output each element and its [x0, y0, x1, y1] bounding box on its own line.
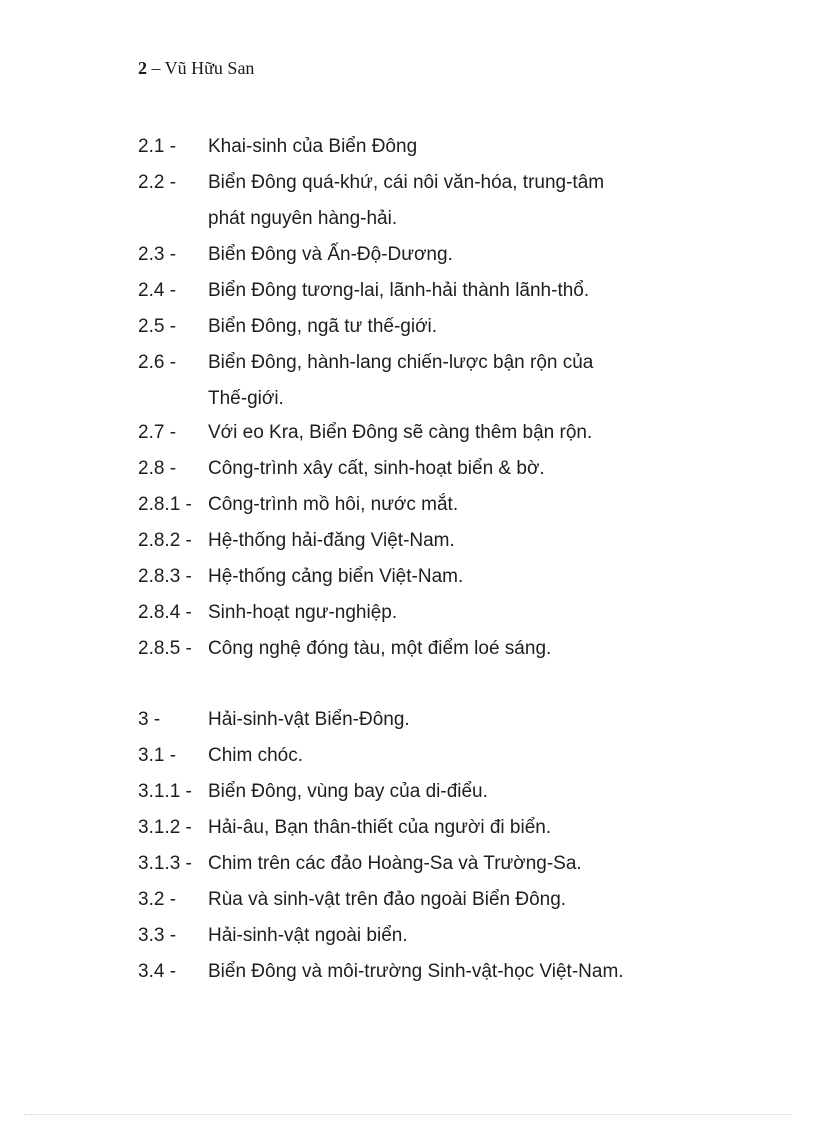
toc-entry-number: 2.8 - [138, 458, 177, 479]
chapter-number: 2 [138, 58, 147, 78]
toc-entry-title: Biển Đông tương-lai, lãnh-hải thành lãnh-thổ. [208, 280, 590, 301]
toc-entry-title: Với eo Kra, Biển Đông sẽ càng thêm bận rộn. [208, 422, 593, 443]
toc-entry-title: Công-trình xây cất, sinh-hoạt biển & bờ. [208, 458, 545, 479]
toc-entry-title: Rùa và sinh-vật trên đảo ngoài Biển Đông. [208, 889, 567, 910]
page-bottom-divider [24, 1114, 792, 1115]
chapter-author: – Vũ Hữu San [151, 58, 255, 78]
toc-entry-number: 2.4 - [138, 280, 177, 301]
toc-entry-number: 3 - [138, 709, 161, 730]
toc-entry-title: Biển Đông quá-khứ, cái nôi văn-hóa, trung-tâm [208, 172, 605, 193]
toc-entry-title: Công-trình mồ hôi, nước mắt. [208, 494, 459, 515]
toc-entry-number: 3.1.2 - [138, 817, 192, 838]
toc-entry-title: Biển Đông, vùng bay của di-điểu. [208, 781, 488, 802]
toc-entry-number: 2.8.3 - [138, 566, 192, 587]
toc-entry-number: 2.6 - [138, 352, 177, 373]
toc-entry-number: 2.2 - [138, 172, 177, 193]
toc-entry-number: 2.8.2 - [138, 530, 192, 551]
toc-entry-title: Thế-giới. [208, 388, 284, 409]
toc-entry-number: 3.3 - [138, 925, 177, 946]
toc-entry-title: phát nguyên hàng-hải. [208, 208, 398, 229]
toc-entry-title: Biển Đông, ngã tư thế-giới. [208, 316, 438, 337]
toc-entry-title: Chim trên các đảo Hoàng-Sa và Trường-Sa. [208, 853, 582, 874]
toc-entry-number: 2.8.1 - [138, 494, 192, 515]
toc-entry-title: Hải-sinh-vật Biển-Đông. [208, 709, 410, 730]
toc-entry-title: Hải-âu, Bạn thân-thiết của người đi biển. [208, 817, 552, 838]
toc-entry-title: Biển Đông và môi-trường Sinh-vật-học Việt-Nam. [208, 961, 624, 982]
toc-entry-number: 3.1 - [138, 745, 177, 766]
toc-entry-title: Biển Đông, hành-lang chiến-lược bận rộn của [208, 352, 594, 373]
toc-entry-title: Hệ-thống hải-đăng Việt-Nam. [208, 530, 455, 551]
toc-entry-number: 2.1 - [138, 136, 177, 157]
toc-entry-number: 3.1.1 - [138, 781, 192, 802]
toc-entry-title: Hải-sinh-vật ngoài biển. [208, 925, 408, 946]
toc-entry-title: Công nghệ đóng tàu, một điểm loé sáng. [208, 638, 552, 659]
toc-entry-title: Khai-sinh của Biển Đông [208, 136, 418, 157]
toc-entry-number: 2.8.4 - [138, 602, 192, 623]
toc-entry-title: Sinh-hoạt ngư-nghiệp. [208, 602, 398, 623]
toc-entry-title: Chim chóc. [208, 745, 304, 766]
toc-entry-number: 2.3 - [138, 244, 177, 265]
toc-entry-number: 3.4 - [138, 961, 177, 982]
toc-entry-number: 3.2 - [138, 889, 177, 910]
toc-entry-number: 2.7 - [138, 422, 177, 443]
toc-entry-number: 3.1.3 - [138, 853, 192, 874]
toc-entry-title: Biển Đông và Ấn-Độ-Dương. [208, 244, 453, 265]
toc-entry-number: 2.5 - [138, 316, 177, 337]
chapter-header [138, 56, 254, 80]
toc-entry-number: 2.8.5 - [138, 638, 192, 659]
toc-entry-title: Hệ-thống cảng biển Việt-Nam. [208, 566, 464, 587]
